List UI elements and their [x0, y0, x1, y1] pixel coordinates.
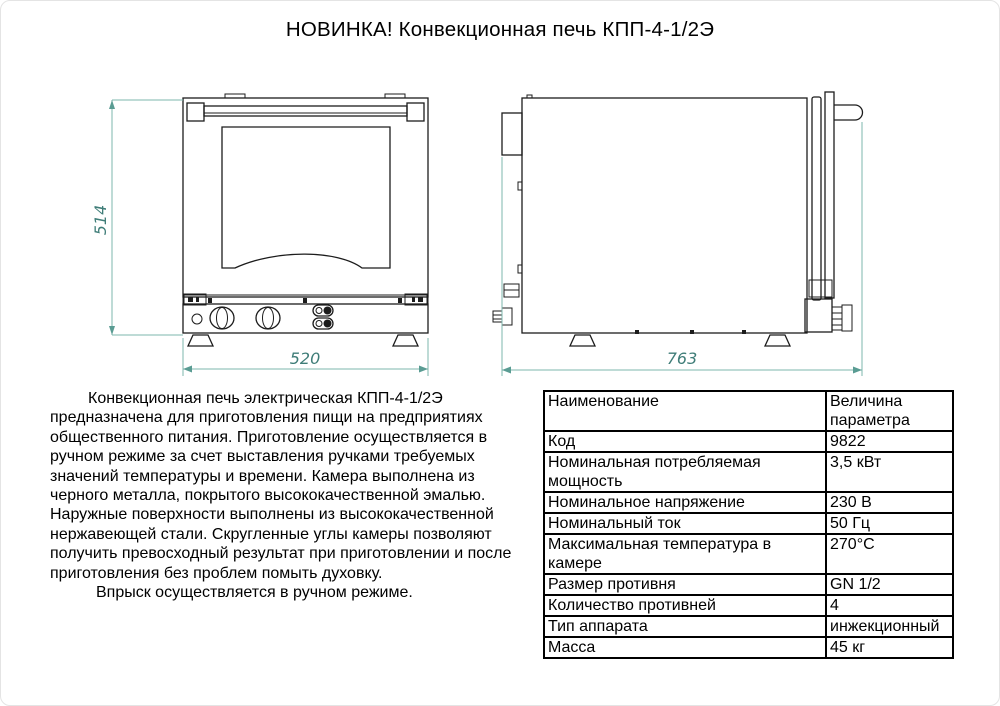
page-title: НОВИНКА! Конвекционная печь КПП-4-1/2Э [285, 18, 715, 41]
table-row [544, 595, 953, 616]
height-dimension-label: 514 [91, 204, 110, 236]
temperature-knob [210, 307, 234, 329]
param-name-cell: Количество противней [544, 595, 826, 616]
description-line: значений температуры и времени. Камера выполнена из [50, 467, 475, 485]
toggle-switches [313, 305, 333, 329]
width-dimension-label: 520 [289, 349, 321, 368]
depth-dimension-label: 763 [666, 349, 698, 368]
table-row [544, 513, 953, 534]
table-row [544, 492, 953, 513]
table-row [544, 637, 953, 658]
description-line: ручном режиме за счет выставления ручками требуемых [50, 448, 475, 466]
side-view-drawing [480, 70, 920, 380]
param-value-cell: 270°C [826, 534, 953, 574]
table-row [544, 574, 953, 595]
param-name-cell: Размер противня [544, 574, 826, 595]
param-name-cell: Тип аппарата [544, 616, 826, 637]
width-dimension [183, 338, 428, 376]
table-row [544, 431, 953, 452]
spec-table [543, 390, 954, 659]
description-line: приготовления без проблем помыть духовку. [50, 564, 383, 582]
param-value-cell: GN 1/2 [826, 574, 953, 595]
table-row [544, 616, 953, 637]
description-line: Конвекционная печь электрическая КПП-4-1/2Э [88, 390, 443, 407]
description [50, 389, 555, 602]
param-value-cell: инжекционный [826, 616, 953, 637]
param-value-cell: 9822 [826, 431, 953, 452]
param-name-header: Наименование [544, 391, 826, 431]
description-line: Наружные поверхности выполнены из высококачественной [50, 506, 494, 524]
param-name-cell: Масса [544, 637, 826, 658]
param-value-cell: 45 кг [826, 637, 953, 658]
height-dimension [91, 100, 183, 335]
param-name-cell: Максимальная температура в камере [544, 534, 826, 574]
description-line: нержавеющей стали. Скругленные углы камеры позволяют [50, 525, 492, 543]
front-view-drawing [80, 70, 460, 380]
param-value-cell: 3,5 кВт [826, 452, 953, 492]
description-line: общественного питания. Приготовление осуществляется в [50, 428, 488, 446]
depth-dimension [502, 122, 862, 376]
timer-knob [256, 307, 280, 329]
table-row [544, 452, 953, 492]
param-name-cell: Номинальный ток [544, 513, 826, 534]
param-value-cell: 4 [826, 595, 953, 616]
param-name-cell: Номинальное напряжение [544, 492, 826, 513]
table-row [544, 534, 953, 574]
param-value-cell: 230 В [826, 492, 953, 513]
description-line: черного металла, покрытого высококачественной эмалью. [50, 487, 486, 505]
param-value-header: Величина параметра [826, 391, 953, 431]
door-handle [834, 105, 863, 120]
description-line: предназначена для приготовления пищи на предприятиях [50, 409, 483, 427]
indicator-light [192, 314, 202, 324]
param-name-cell: Код [544, 431, 826, 452]
description-line: получить превосходный результат при приготовлении и после [50, 545, 512, 563]
param-name-cell: Номинальная потребляемая мощность [544, 452, 826, 492]
table-header-row [544, 391, 953, 431]
spec-table-body [544, 431, 953, 658]
param-value-cell: 50 Гц [826, 513, 953, 534]
description-line: Впрыск осуществляется в ручном режиме. [96, 584, 413, 602]
